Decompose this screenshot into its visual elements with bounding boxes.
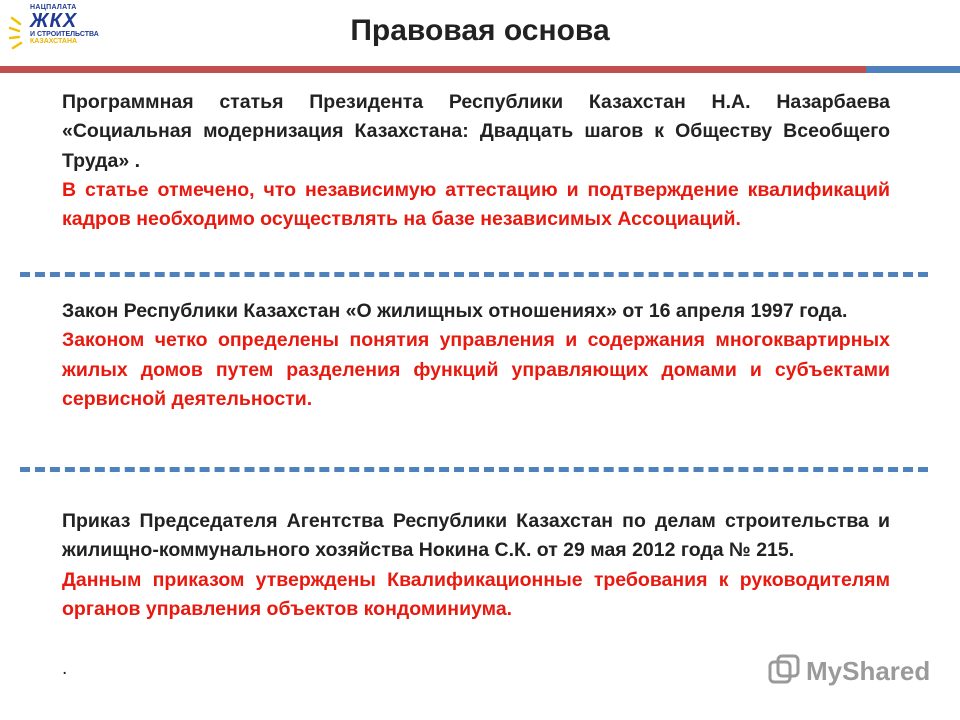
header-band-accent: [866, 66, 960, 73]
section-3: [62, 507, 890, 624]
section-2: [62, 297, 890, 414]
section-1-source: Программная статья Президента Республики Казахстан Н.А. Назарбаева «Социальная модернизация Казахстана: Двадцать шагов к Обществу Всеобщего Труда» .: [62, 91, 890, 172]
section-3-note: Данным приказом утверждены Квалификационные требования к руководителям органов управления объектов кондоминиума.: [62, 568, 890, 620]
section-2-source: Закон Республики Казахстан «О жилищных отношениях» от 16 апреля 1997 года.: [62, 300, 848, 322]
section-2-note: Законом четко определены понятия управления и содержания многоквартирных жилых домов путем разделения функций управляющих домами и субъектами сервисной деятельности.: [62, 329, 890, 410]
watermark: [768, 654, 930, 688]
logo-line2: ЖКХ: [30, 10, 78, 32]
watermark-text: MyShared: [806, 655, 931, 686]
section-1-note: В статье отмечено, что независимую аттестацию и подтверждение квалификаций кадров необходимо осуществлять на базе независимых Ассоциаций.: [62, 178, 890, 230]
header-band: [0, 66, 866, 73]
myshared-logo-icon: [768, 654, 802, 688]
logo-line4: КАЗАХСТАНА: [30, 38, 78, 45]
trailing-dot: .: [62, 658, 68, 679]
logo-line1: НАЦПАЛАТА: [30, 4, 77, 11]
logo-line3: И СТРОИТЕЛЬСТВА: [30, 31, 99, 38]
section-1: [62, 88, 890, 234]
page-title: Правовая основа: [350, 14, 610, 47]
section-3-source: Приказ Председателя Агентства Республики Казахстан по делам строительства и жилищно-коммунального хозяйства Нокина С.К. от 29 мая 2012 года № 215.: [62, 510, 890, 562]
section-divider-1: [20, 272, 928, 277]
section-divider-2: [20, 467, 928, 472]
